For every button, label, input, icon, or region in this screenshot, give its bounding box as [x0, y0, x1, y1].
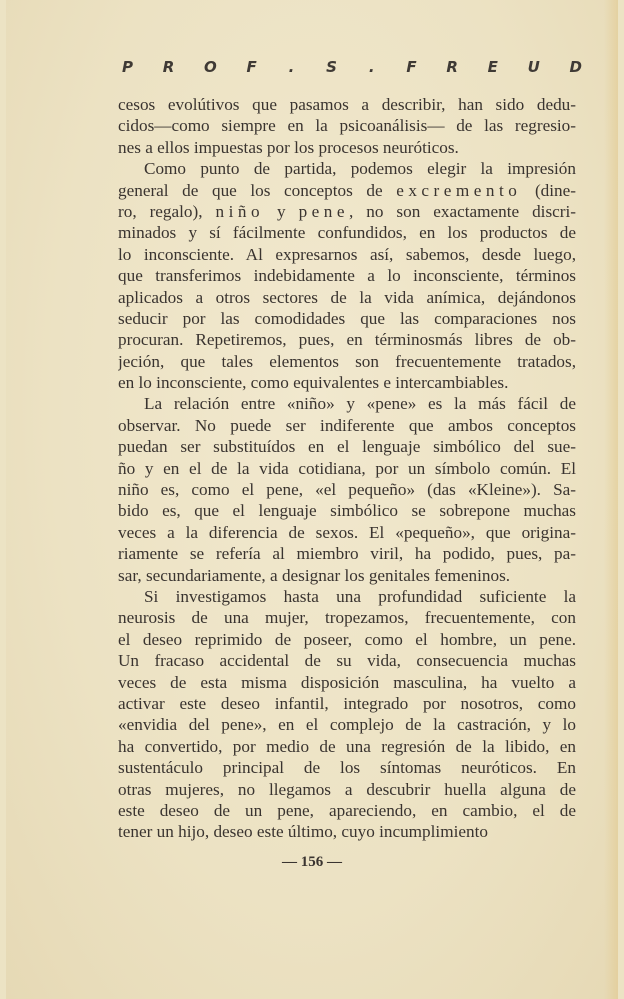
text-line: bido es, que el lenguaje simbólico se sobrepone muchas — [118, 501, 576, 521]
text-line: niño es, como el pene, «el pequeño» (das «Kleine»). Sa- — [118, 480, 576, 500]
running-head-letter: . — [288, 58, 295, 76]
paragraph-start-line: La relación entre «niño» y «pene» es la más fácil de — [144, 394, 576, 414]
emphasized-word: excremento — [396, 180, 522, 200]
text-line: cidos—como siempre en la psicoanálisis— de las regresio- — [118, 116, 576, 136]
page-number: — 156 — — [282, 854, 342, 870]
running-head-letter: R — [446, 58, 458, 76]
text-line: tener un hijo, deseo este último, cuyo incumplimiento — [118, 822, 488, 842]
text-line: sustentáculo principal de los síntomas neuróticos. En — [118, 758, 576, 778]
text-line: este deseo de un pene, apareciendo, en cambio, el de — [118, 800, 576, 820]
text-line: veces a la diferencia de sexos. El «pequeño», que origina- — [118, 522, 576, 542]
text-line: que transferimos indebidamente a lo inconsciente, términos — [118, 266, 576, 286]
text-line: ha convertido, por medio de una regresión de la libido, en — [118, 736, 576, 756]
text-line: Un fracaso accidental de su vida, consecuencia muchas — [118, 651, 576, 671]
text-line: puedan ser substituídos en el lenguaje simbólico del sue- — [118, 437, 576, 457]
text-line: ño y en el de la vida cotidiana, por un símbolo común. El — [118, 458, 576, 478]
text-line: cesos evolútivos que pasamos a describir, han sido dedu- — [118, 95, 576, 114]
text-line: otras mujeres, no llegamos a descubrir huella alguna de — [118, 779, 576, 799]
text-line: «envidia del pene», en el complejo de la castración, y lo — [118, 715, 576, 735]
text-run: y — [264, 201, 299, 221]
text-line: neurosis de una mujer, tropezamos, frecuentemente, con — [118, 608, 576, 628]
running-head-letter: P — [122, 58, 133, 76]
text-line: en lo inconsciente, como equivalentes e intercambiables. — [118, 373, 509, 393]
text-line: procuran. Repetiremos, pues, en términosmás libres de ob- — [118, 330, 576, 350]
running-head — [122, 57, 582, 77]
text-line: minados y sí fácilmente confundidos, en los productos de — [118, 223, 576, 243]
text-line: nes a ellos impuestas por los procesos neuróticos. — [118, 137, 459, 157]
text-line: seducir por las comodidades que las comparaciones nos — [118, 308, 576, 328]
emphasized-word: pene — [298, 201, 350, 221]
body-text — [118, 94, 576, 843]
running-head-letter: D — [569, 58, 582, 76]
paragraph-start-line: Como punto de partida, podemos elegir la impresión — [144, 159, 576, 179]
text-run: (dine- — [521, 180, 576, 200]
text-line: riamente se refería al miembro viril, ha podido, pues, pa- — [118, 544, 576, 564]
running-head-letter: E — [487, 58, 498, 76]
text-run: ro, regalo), — [118, 201, 216, 221]
text-line — [118, 201, 576, 222]
book-page — [6, 0, 618, 999]
text-line: lo inconsciente. Al expresarnos así, sabemos, desde luego, — [118, 244, 576, 264]
text-run: general de que los conceptos de — [118, 180, 397, 200]
text-line: jeción, que tales elementos son frecuentemente tratados, — [118, 351, 576, 371]
running-head-letter: U — [527, 58, 540, 76]
emphasized-word: niño — [215, 201, 265, 221]
text-line: veces de esta misma disposición masculina, ha vuelto a — [118, 672, 576, 692]
running-head-letter: R — [162, 58, 175, 76]
running-head-letter: F — [406, 58, 417, 76]
text-run: , no son exactamente discri- — [349, 201, 576, 221]
paragraph-start-line: Si investigamos hasta una profundidad suficiente la — [144, 586, 576, 606]
text-line: activar este deseo infantil, integrado por nosotros, como — [118, 693, 576, 713]
running-head-letter: S — [326, 58, 337, 76]
running-head-letter: . — [368, 58, 375, 76]
text-line — [118, 180, 576, 201]
text-line: observar. No puede ser indiferente que ambos conceptos — [118, 415, 576, 435]
running-head-letter: F — [246, 58, 257, 76]
running-head-letter: O — [204, 58, 217, 76]
text-line: sar, secundariamente, a designar los genitales femeninos. — [118, 565, 511, 585]
text-line: el deseo reprimido de poseer, como el hombre, un pene. — [118, 629, 576, 649]
text-line: aplicados a otros sectores de la vida anímica, dejándonos — [118, 287, 576, 307]
